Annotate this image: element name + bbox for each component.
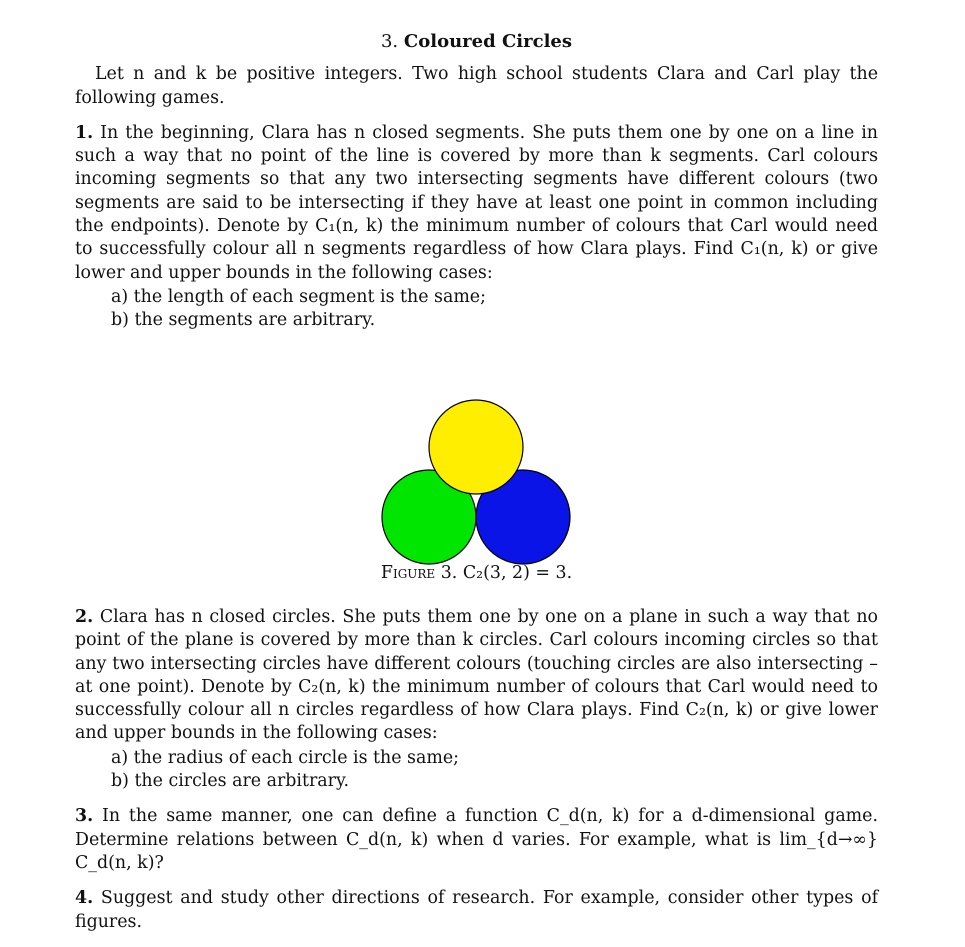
section-title bbox=[75, 30, 878, 53]
problem-1-case-b: b) the segments are arbitrary. bbox=[111, 310, 376, 331]
figure-label: Figure 3. bbox=[380, 563, 458, 583]
section-number: 3. bbox=[380, 31, 399, 52]
problem-4-number: 4. bbox=[75, 888, 94, 909]
figure-caption bbox=[75, 562, 878, 585]
intro-paragraph: Let n and k be positive integers. Two high school students Clara and Carl play the following games. bbox=[75, 64, 878, 108]
problem-1-cases bbox=[111, 286, 878, 333]
figure-caption-text: C₂(3, 2) = 3. bbox=[462, 563, 573, 583]
problem-2-case-b: b) the circles are arbitrary. bbox=[111, 771, 350, 792]
coloured-circles-figure bbox=[75, 365, 878, 580]
problem-3-number: 3. bbox=[75, 806, 94, 827]
problem-1-number: 1. bbox=[75, 122, 94, 143]
problem-4 bbox=[75, 887, 878, 934]
problem-2-case-a: a) the radius of each circle is the same; bbox=[111, 747, 459, 768]
problem-1-text: In the beginning, Clara has n closed segments. She puts them one by one on a line in such a way that no point of the line is covered by more than k segments. Carl colours incoming segments so that any two intersecting segments have different colours (two segments are said to be intersecting if they have at least one point in common including the endpoints). Denote by C₁(n, k) the minimum number of colours that Carl would need to successfully colour all n segments regardless of how Clara plays. Find C₁(n, k) or give lower and upper bounds in the following cases: bbox=[75, 122, 878, 283]
yellow-circle bbox=[429, 400, 523, 494]
problem-3 bbox=[75, 805, 878, 875]
problem-3-text: In the same manner, one can define a function C_d(n, k) for a d-dimensional game. Determine relations between C_d(n, k) when d varies. For example, what is lim_{d→∞} C_d(n, k)? bbox=[75, 806, 878, 873]
section-title-text: Coloured Circles bbox=[403, 31, 572, 52]
problem-2-text: Clara has n closed circles. She puts them one by one on a plane in such a way that no point of the plane is covered by more than k circles. Carl colours incoming circles so that any two intersecting circles have different colours (touching circles are also intersecting – at one point). Denote by C₂(n, k) the minimum number of colours that Carl would need to successfully colour all n circles regardless of how Clara plays. Find C₂(n, k) or give lower and upper bounds in the following cases: bbox=[75, 607, 879, 744]
problems-2-to-4 bbox=[75, 606, 878, 934]
problem-2-cases bbox=[111, 747, 878, 794]
paper-page bbox=[75, 30, 879, 932]
problem-2-number: 2. bbox=[75, 607, 94, 627]
problem-1 bbox=[75, 122, 878, 285]
problem-4-text: Suggest and study other directions of research. For example, consider other types of figures. bbox=[75, 888, 879, 932]
problem-1-case-a: a) the length of each segment is the same; bbox=[111, 286, 486, 307]
problem-2 bbox=[75, 606, 878, 746]
